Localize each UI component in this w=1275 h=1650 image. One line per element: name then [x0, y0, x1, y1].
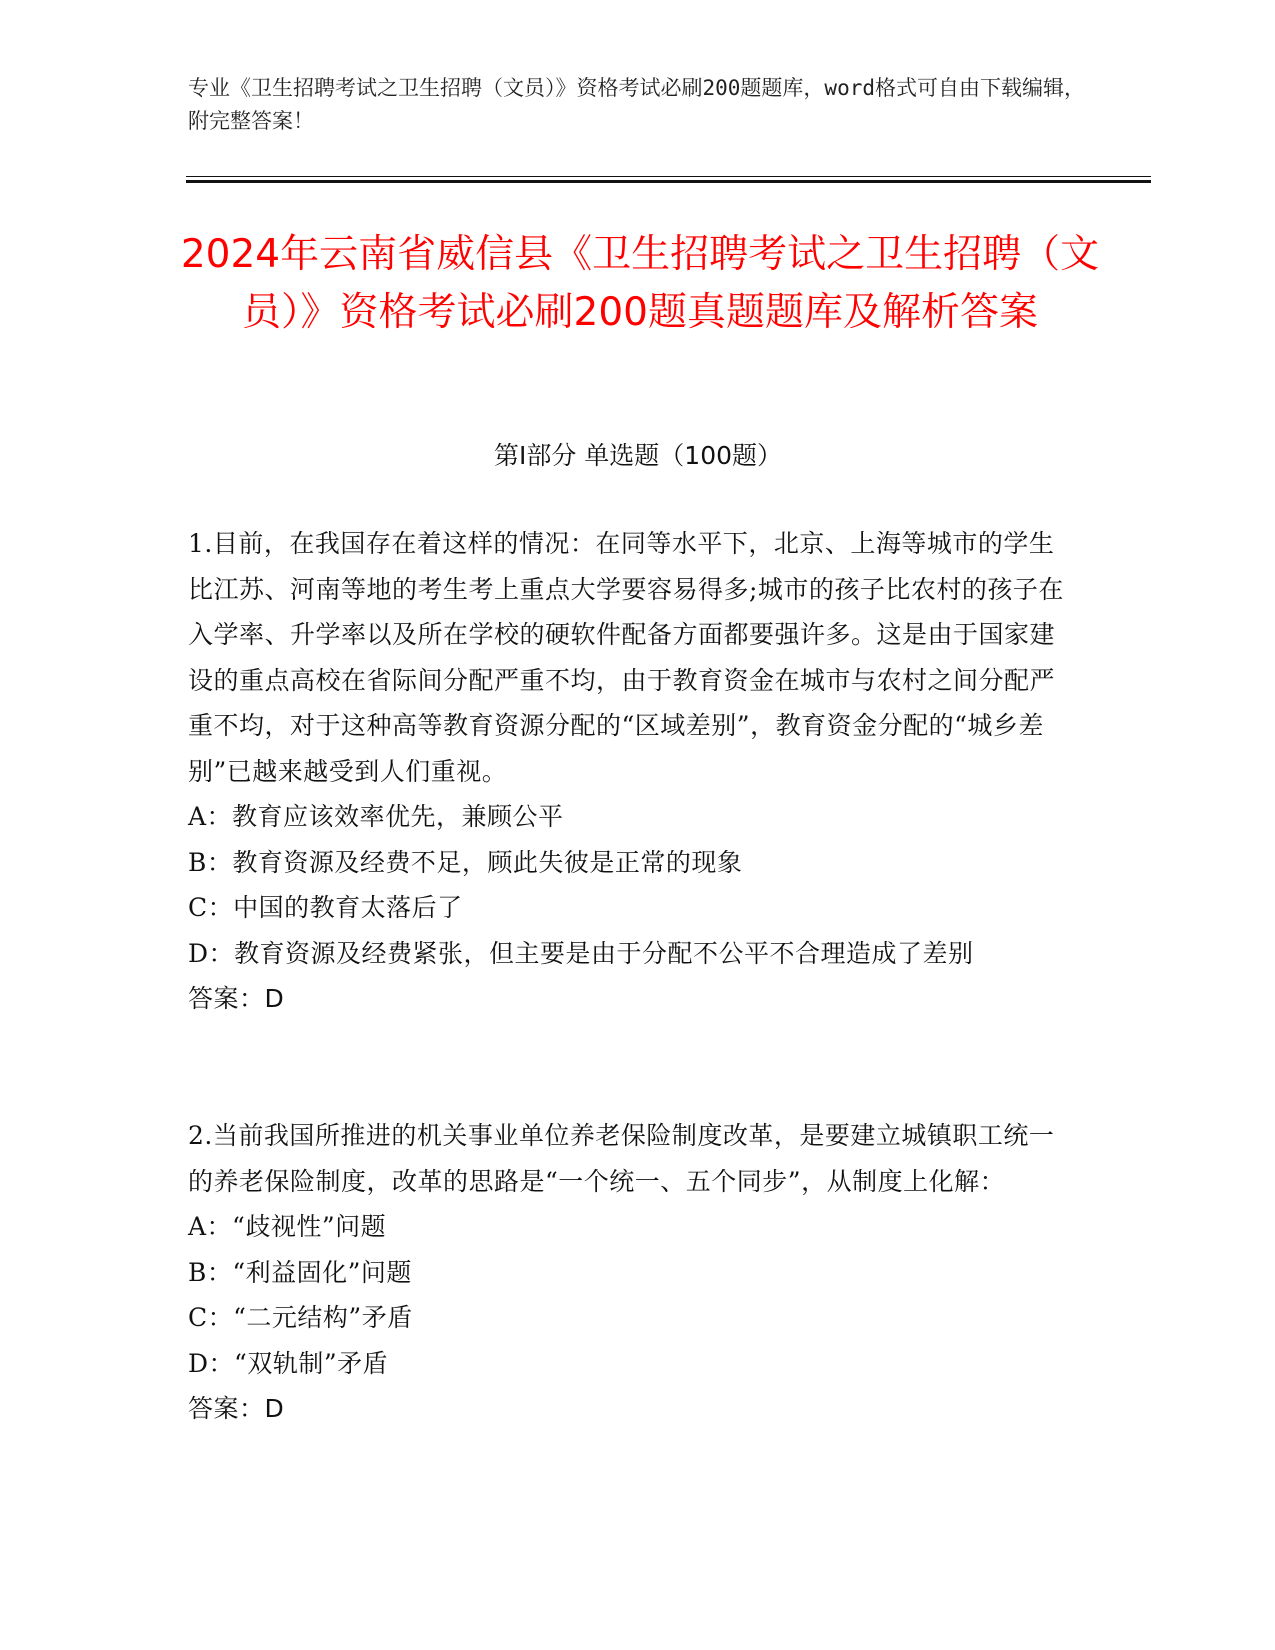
- option-b: B：教育资源及经费不足，顾此失彼是正常的现象: [188, 847, 743, 877]
- header-divider-thick: [186, 180, 1151, 183]
- question-stem: 2.当前我国所推进的机关事业单位养老保险制度改革，是要建立城镇职工统一的养老保险制度，改革的思路是“一个统一、五个同步”，从制度上化解：: [188, 1121, 1055, 1196]
- document-title: 2024年云南省威信县《卫生招聘考试之卫生招聘（文员）》资格考试必刷200题真题题库及解析答案: [180, 232, 1100, 335]
- option-d: D：教育资源及经费紧张，但主要是由于分配不公平不合理造成了差别: [188, 938, 974, 968]
- question-2: [188, 1113, 1068, 1432]
- option-d: D：“双轨制”矛盾: [188, 1348, 389, 1378]
- option-c: C：“二元结构”矛盾: [188, 1303, 413, 1332]
- option-list: [188, 794, 1068, 976]
- answer-label: 答案：D: [188, 1394, 285, 1423]
- option-a: A：“歧视性”问题: [188, 1212, 387, 1241]
- header-note: 专业《卫生招聘考试之卫生招聘（文员）》资格考试必刷200题题库，word格式可自由下载编辑，附完整答案！: [188, 76, 1085, 133]
- option-list: [188, 1204, 1068, 1386]
- answer-label: 答案：D: [188, 984, 285, 1013]
- option-c: C：中国的教育太落后了: [188, 893, 463, 922]
- option-a: A：教育应该效率优先，兼顾公平: [188, 802, 564, 831]
- option-b: B：“利益固化”问题: [188, 1257, 412, 1287]
- question-1: [188, 521, 1068, 1022]
- question-stem: 1.目前，在我国存在着这样的情况：在同等水平下，北京、上海等城市的学生比江苏、河南等地的考生考上重点大学要容易得多;城市的孩子比农村的孩子在入学率、升学率以及所在学校的硬软件配备方面都要强许多。这是由于国家建设的重点高校在省际间分配严重不均，由于教育资金在城市与农村之间分配严重不均，对于这种高等教育资源分配的“区域差别”，教育资金分配的“城乡差别”已越来越受到人们重视。: [188, 529, 1064, 786]
- header-divider-thin: [186, 176, 1151, 177]
- section-heading: 第I部分 单选题（100题）: [493, 441, 783, 470]
